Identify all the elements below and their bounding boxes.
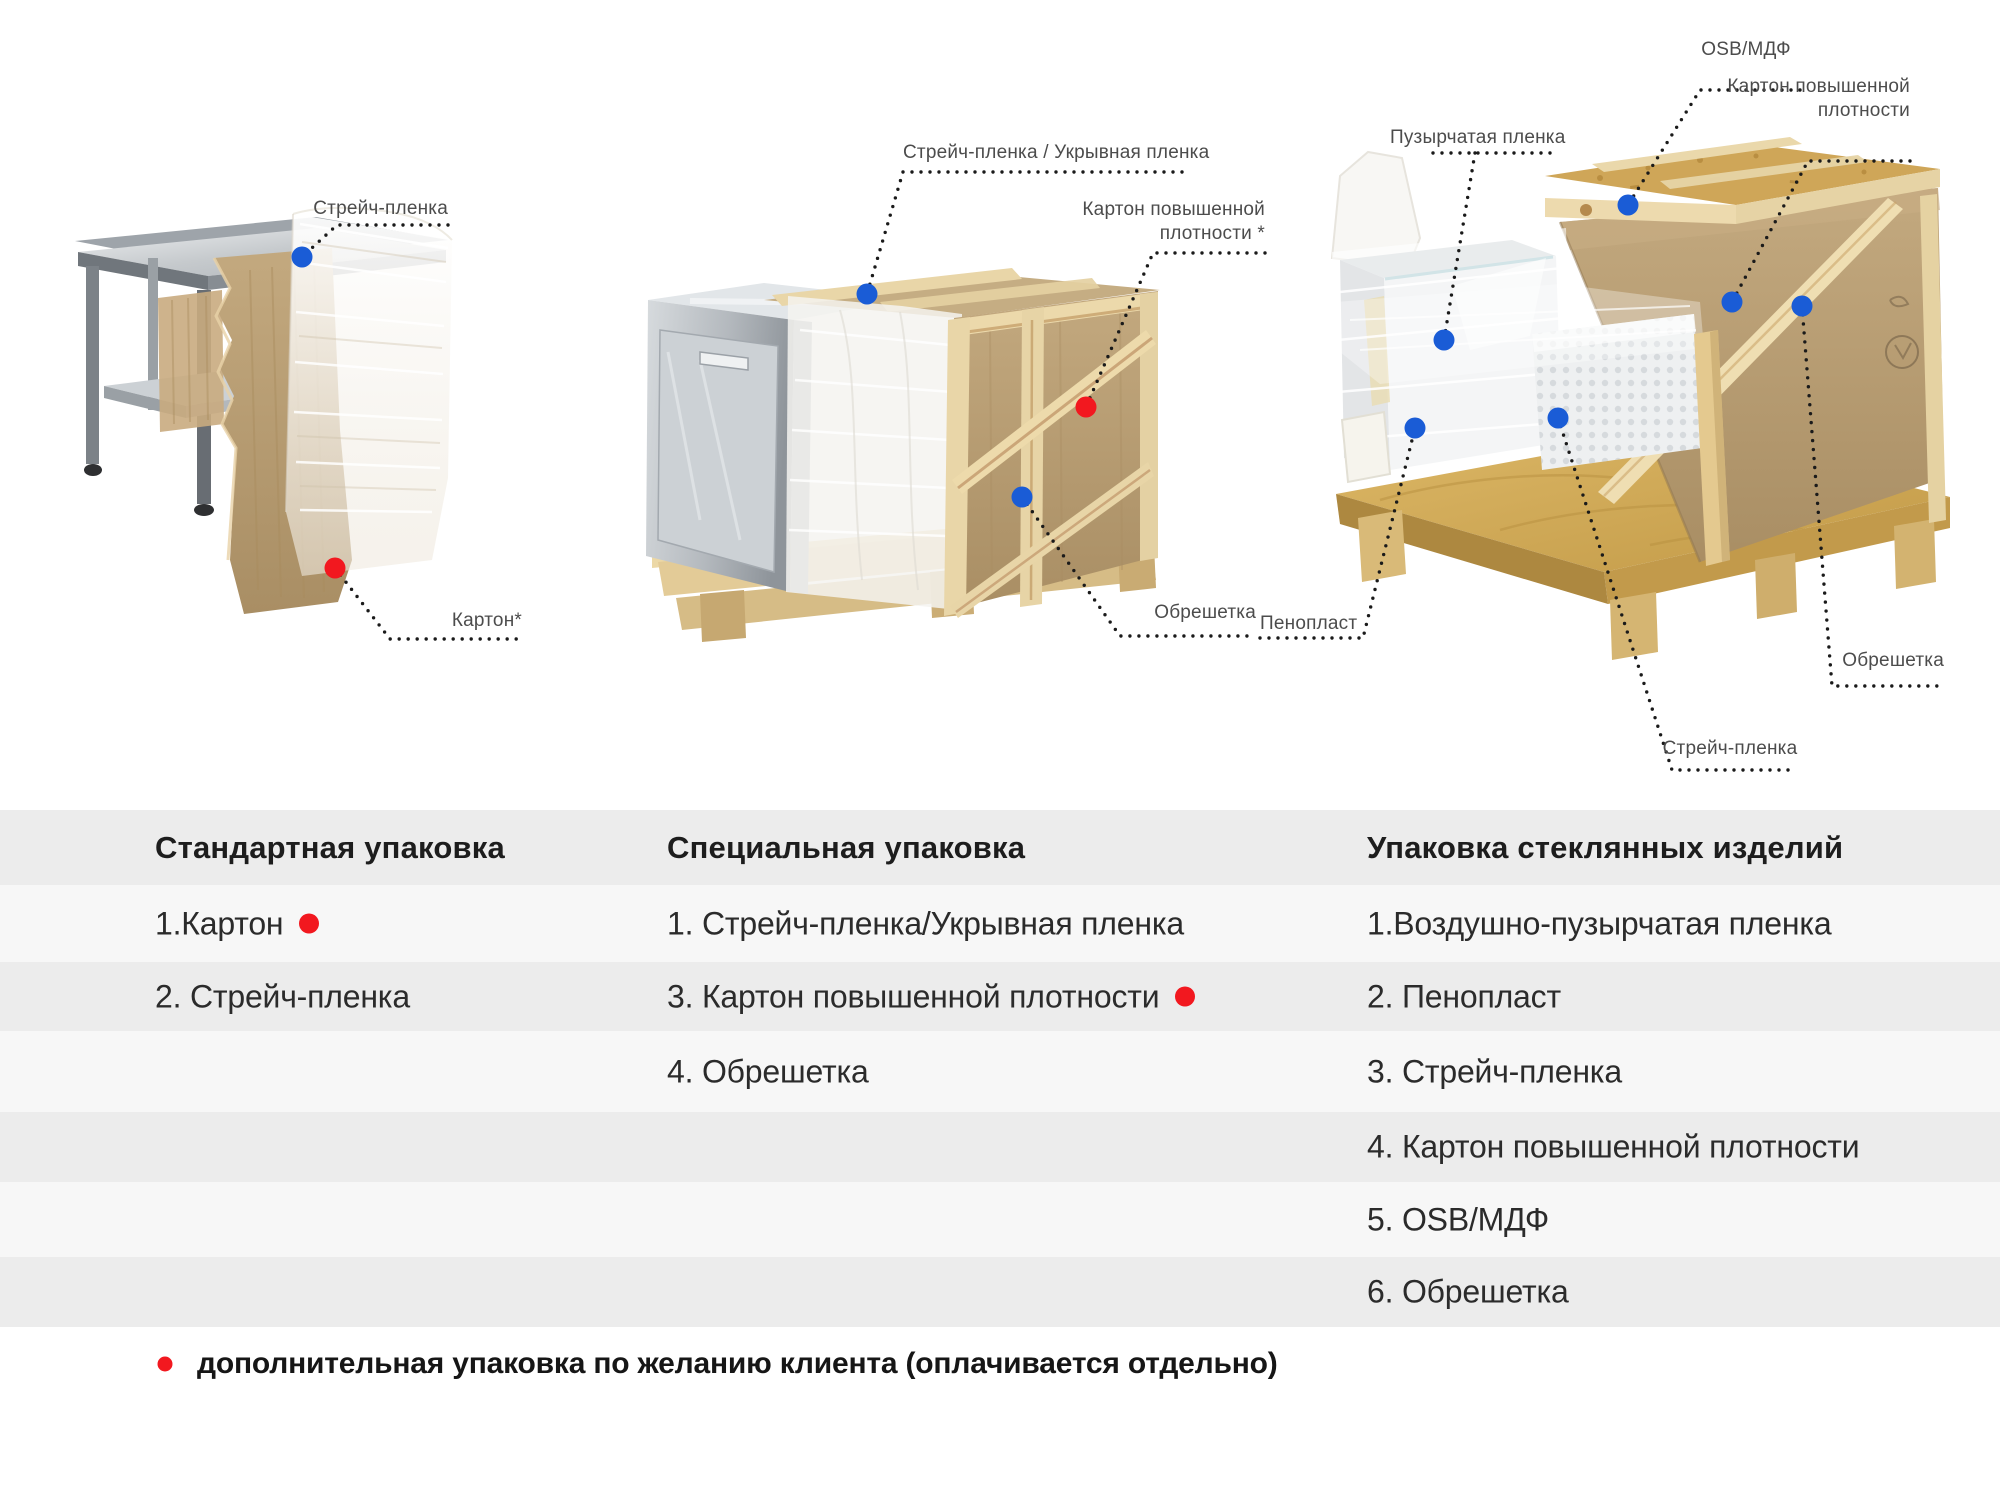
table-row	[0, 1112, 2000, 1182]
table-header-row	[0, 810, 2000, 885]
table-cell: 5. OSB/МДФ	[1367, 1201, 1550, 1237]
table-row	[0, 962, 2000, 1031]
table-row	[0, 1257, 2000, 1327]
marker-dot-blue-bubble-3	[1434, 330, 1455, 351]
column-header-glass: Упаковка стеклянных изделий	[1367, 829, 1844, 865]
table-cell: 2. Стрейч-пленка	[155, 978, 410, 1014]
marker-dot-blue-osb-3	[1618, 195, 1639, 216]
marker-dot-blue-stretch-1	[292, 247, 313, 268]
table-cell: 4. Обрешетка	[667, 1053, 869, 1089]
legend-dot-icon	[158, 1357, 173, 1372]
table-cell: 1.Картон	[155, 905, 319, 942]
callout-label-stretch-cover-film-2: Стрейч-пленка / Укрывная пленка	[903, 142, 1210, 163]
extra-cost-dot-icon	[299, 914, 319, 934]
photo-glass-packaging	[1332, 137, 1950, 660]
photo-standard-packaging	[75, 208, 452, 614]
table-cell: 1.Воздушно-пузырчатая пленка	[1367, 905, 1832, 941]
extra-cost-dot-icon	[1175, 987, 1195, 1007]
callout-label-dense-cardboard-2: Картон повышенной плотности *	[1082, 199, 1265, 244]
marker-dot-red-cardboard-1	[325, 558, 346, 579]
callout-label-dense-cardboard-3: Картон повышенной плотности	[1727, 76, 1910, 121]
callout-label-cardboard-1: Картон*	[451, 610, 522, 631]
table-cell: 2. Пенопласт	[1367, 978, 1561, 1014]
table-cell: 3. Картон повышенной плотности	[667, 978, 1195, 1015]
marker-dot-blue-crate-3	[1792, 296, 1813, 317]
marker-dot-blue-stretch-2	[857, 284, 878, 305]
marker-dot-blue-crate-2	[1012, 487, 1033, 508]
table-row	[0, 1031, 2000, 1112]
callout-label-crate-2: Обрешетка	[1154, 602, 1256, 623]
callout-label-stretch-film-1: Стрейч-пленка	[313, 198, 448, 219]
callout-label-bubble-wrap-3: Пузырчатая пленка	[1390, 127, 1566, 148]
marker-dot-red-cardboard-2	[1076, 397, 1097, 418]
callout-label-stretch-film-3: Стрейч-пленка	[1662, 738, 1798, 759]
table-cell: 4. Картон повышенной плотности	[1367, 1128, 1860, 1165]
marker-dot-blue-cardboard-3	[1722, 292, 1743, 313]
table-cell: 3. Стрейч-пленка	[1367, 1053, 1622, 1089]
marker-dot-blue-stretch-3	[1548, 408, 1569, 429]
packaging-table	[0, 810, 2000, 1327]
callout-label-crate-3: Обрешетка	[1842, 650, 1944, 671]
table-row	[0, 1182, 2000, 1257]
callout-label-osb-mdf-3: OSB/МДФ	[1701, 39, 1791, 60]
table-row	[0, 885, 2000, 962]
callout-label-foam-3: Пенопласт	[1260, 613, 1358, 634]
column-header-standard: Стандартная упаковка	[155, 829, 505, 865]
table-cell: 1. Стрейч-пленка/Укрывная пленка	[667, 905, 1184, 941]
legend-text: дополнительная упаковка по желанию клиента (оплачивается отдельно)	[197, 1347, 1278, 1380]
marker-dot-blue-foam-3	[1405, 418, 1426, 439]
table-cell: 6. Обрешетка	[1367, 1273, 1569, 1310]
column-header-special: Специальная упаковка	[667, 829, 1026, 865]
